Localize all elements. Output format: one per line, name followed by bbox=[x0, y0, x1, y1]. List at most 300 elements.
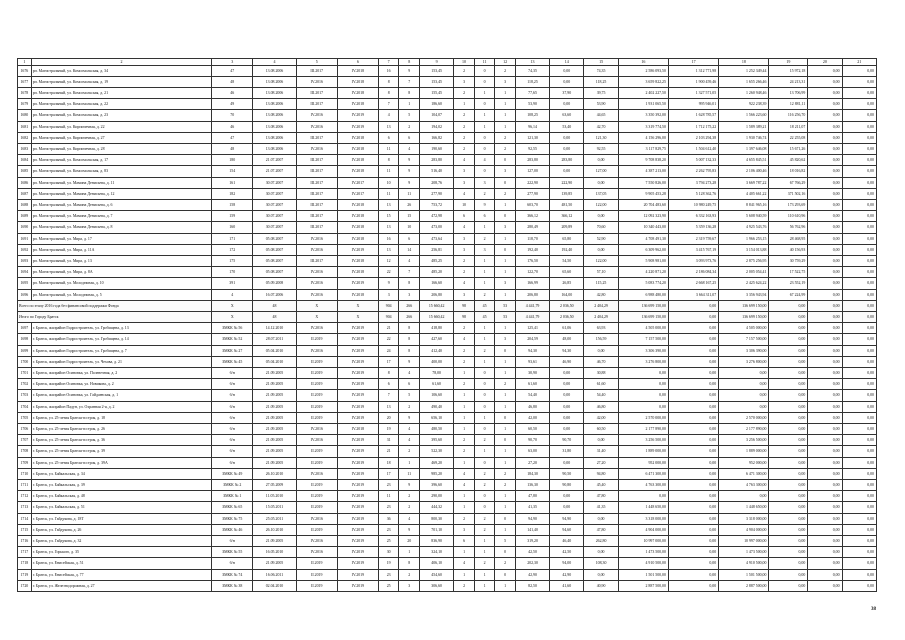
table-cell: 0,00 bbox=[842, 76, 876, 87]
table-row bbox=[18, 412, 877, 423]
table-cell: 202,30 bbox=[515, 558, 549, 569]
column-number: 21 bbox=[842, 59, 876, 66]
table-cell: 13 bbox=[378, 401, 399, 412]
table-cell: IV.2016 bbox=[296, 345, 337, 356]
table-cell: 1704 bbox=[18, 401, 32, 412]
table-cell: IV.2018 bbox=[337, 267, 378, 278]
table-cell: 2 bbox=[495, 132, 516, 143]
table-cell: IV.2019 bbox=[337, 401, 378, 412]
table-cell: 0,00 bbox=[550, 76, 584, 87]
table-cell: 46 bbox=[212, 87, 253, 98]
table-cell: 1 bbox=[495, 580, 516, 591]
table-cell: IV.2018 bbox=[337, 424, 378, 435]
table-cell: IV.2019 bbox=[337, 390, 378, 401]
table-cell: 0,00 bbox=[769, 468, 808, 479]
table-cell: 2 bbox=[399, 569, 420, 580]
table-cell: 0,00 bbox=[842, 558, 876, 569]
table-cell: 2 bbox=[454, 132, 475, 143]
table-cell: 283,80 bbox=[550, 155, 584, 166]
table-cell: III.2017 bbox=[296, 87, 337, 98]
table-row bbox=[18, 367, 877, 378]
table-cell: 121,30 bbox=[515, 132, 549, 143]
table-cell: 0,00 bbox=[550, 502, 584, 513]
table-cell: 21 bbox=[378, 323, 399, 334]
table-cell: 42,00 bbox=[515, 412, 549, 423]
address-cell: рп. Магистральный, ул. Кирпичечная, д. 22 bbox=[31, 121, 211, 132]
table-cell: 182 bbox=[212, 188, 253, 199]
table-cell: 137,05 bbox=[584, 188, 618, 199]
table-cell: 1693 bbox=[18, 255, 32, 266]
table-cell: 0,00 bbox=[769, 480, 808, 491]
table-cell: 4 925 543,76 bbox=[719, 222, 769, 233]
table-cell: 1 bbox=[454, 502, 475, 513]
table-cell: б/н bbox=[212, 424, 253, 435]
address-cell: рп. Магистральный, ул. Комсомольская, д. 23 bbox=[31, 110, 211, 121]
table-cell: 6 309 962,00 bbox=[618, 244, 668, 255]
table-cell: 1720 bbox=[18, 580, 32, 591]
table-cell: 98 bbox=[454, 311, 475, 322]
table-cell: 2 bbox=[454, 255, 475, 266]
table-cell: 9 bbox=[399, 524, 420, 535]
table-cell: 0,00 bbox=[842, 188, 876, 199]
table-cell: 1 bbox=[454, 367, 475, 378]
table-cell: 4 bbox=[454, 222, 475, 233]
table-cell: 1714 bbox=[18, 513, 32, 524]
table-cell: 41,60 bbox=[550, 580, 584, 591]
table-cell: 10 340 443,00 bbox=[618, 222, 668, 233]
table-cell: 77,65 bbox=[515, 87, 549, 98]
table-cell: 0,00 bbox=[668, 300, 718, 311]
table-cell: 0,00 bbox=[769, 491, 808, 502]
table-cell: 0,00 bbox=[842, 166, 876, 177]
table-cell: 15 671,26 bbox=[769, 143, 808, 154]
address-cell: г. Братск, жилрайон Осиновка, ул. Гайдаевская, д. 1 bbox=[31, 390, 211, 401]
table-cell: 2 bbox=[454, 65, 475, 76]
table-cell: 0,00 bbox=[842, 143, 876, 154]
table-cell: 2 bbox=[495, 480, 516, 491]
table-cell: 47 bbox=[212, 132, 253, 143]
table-cell: IV.2019 bbox=[337, 558, 378, 569]
table-cell: 0,00 bbox=[842, 300, 876, 311]
table-cell: 05.08.2007 bbox=[253, 267, 296, 278]
table-cell: 1 327 571,05 bbox=[668, 87, 718, 98]
table-row bbox=[18, 244, 877, 255]
address-cell: г. Братск, ул. 25-летия Братскгэсстроя, д. 26 bbox=[31, 424, 211, 435]
table-cell: 1 889 000,00 bbox=[618, 446, 668, 457]
table-cell: 1699 bbox=[18, 345, 32, 356]
table-cell: II.2019 bbox=[296, 558, 337, 569]
table-cell: 1 bbox=[495, 323, 516, 334]
table-cell: IV.2018 bbox=[337, 289, 378, 300]
table-cell: б/н bbox=[212, 446, 253, 457]
table-cell: 1 900 459,46 bbox=[668, 76, 718, 87]
table-cell: 0,00 bbox=[808, 278, 842, 289]
table-cell: 2 177 890,00 bbox=[618, 424, 668, 435]
table-cell: 3 154 013,88 bbox=[719, 244, 769, 255]
table-cell: 21.09.2005 bbox=[253, 401, 296, 412]
table-cell: 2 bbox=[399, 401, 420, 412]
table-cell: 54,40 bbox=[584, 390, 618, 401]
table-row bbox=[18, 121, 877, 132]
table-cell: IV.2018 bbox=[337, 76, 378, 87]
table-cell: 0,00 bbox=[808, 222, 842, 233]
table-cell: 4 156 296,00 bbox=[618, 132, 668, 143]
table-cell: 6 332 163,93 bbox=[668, 211, 718, 222]
table-cell: 4 910 500,00 bbox=[719, 558, 769, 569]
table-cell: 28.07.2011 bbox=[253, 334, 296, 345]
table-cell: 366,12 bbox=[515, 211, 549, 222]
table-cell: 6 bbox=[399, 379, 420, 390]
column-number: 15 bbox=[584, 59, 618, 66]
table-cell: IV.2019 bbox=[337, 491, 378, 502]
table-cell: 136 699 150,00 bbox=[618, 311, 668, 322]
table-cell: X bbox=[337, 300, 378, 311]
table-cell: 21.09.2005 bbox=[253, 435, 296, 446]
table-cell: 53,90 bbox=[515, 99, 549, 110]
table-cell: 31,80 bbox=[550, 446, 584, 457]
table-cell: 4 bbox=[378, 110, 399, 121]
table-cell: 2 005 054,41 bbox=[719, 267, 769, 278]
table-cell: 14 bbox=[399, 244, 420, 255]
table-cell: 46,80 bbox=[515, 401, 549, 412]
table-cell: 1690 bbox=[18, 222, 32, 233]
table-cell: 0,00 bbox=[719, 401, 769, 412]
table-cell: 13 bbox=[378, 199, 399, 210]
table-cell: 9 bbox=[399, 166, 420, 177]
table-cell: 0,00 bbox=[668, 345, 718, 356]
table-cell: 70,60 bbox=[584, 222, 618, 233]
table-cell: 0 bbox=[474, 379, 495, 390]
address-cell: г. Братск, ул. Гайдукова, д. 26 bbox=[31, 524, 211, 535]
table-cell: 0,00 bbox=[668, 412, 718, 423]
table-cell: 0 bbox=[474, 367, 495, 378]
table-cell: 1 bbox=[474, 356, 495, 367]
table-row bbox=[18, 379, 877, 390]
table-cell: 0,00 bbox=[550, 390, 584, 401]
table-cell: 0,00 bbox=[842, 132, 876, 143]
table-cell: 0,00 bbox=[808, 446, 842, 457]
table-cell: 1 bbox=[495, 199, 516, 210]
address-cell: г. Братск, ул. Железнодорожная, д. 27 bbox=[31, 580, 211, 591]
table-cell: 37,90 bbox=[550, 87, 584, 98]
table-cell: IV.2019 bbox=[337, 110, 378, 121]
table-row bbox=[18, 345, 877, 356]
table-cell: 4 bbox=[399, 255, 420, 266]
table-cell: 24 bbox=[378, 345, 399, 356]
table-cell: 2 bbox=[474, 289, 495, 300]
table-cell: 0,00 bbox=[808, 300, 842, 311]
column-number: 11 bbox=[474, 59, 495, 66]
table-cell: 18 211,07 bbox=[769, 121, 808, 132]
table-cell: 0,00 bbox=[808, 502, 842, 513]
table-cell: 47 bbox=[212, 65, 253, 76]
table-cell: III.2017 bbox=[296, 255, 337, 266]
table-cell: 3 bbox=[495, 166, 516, 177]
table-cell: 753,72 bbox=[420, 199, 454, 210]
table-cell: 0,00 bbox=[550, 367, 584, 378]
table-cell: 05.04.2010 bbox=[253, 345, 296, 356]
table-cell: 110 610,96 bbox=[769, 211, 808, 222]
table-cell: 277,90 bbox=[420, 188, 454, 199]
table-cell: 1702 bbox=[18, 379, 32, 390]
table-cell: 5 bbox=[399, 390, 420, 401]
table-cell: 0,00 bbox=[769, 424, 808, 435]
table-cell: IV.2016 bbox=[296, 468, 337, 479]
table-cell: 0 bbox=[474, 65, 495, 76]
table-cell: 4 387 213,00 bbox=[618, 166, 668, 177]
address-cell: рп. Магистральный, ул. Комсомольская, д. 83 bbox=[31, 166, 211, 177]
table-cell: 47,80 bbox=[515, 491, 549, 502]
table-cell: 0,00 bbox=[668, 323, 718, 334]
table-cell: 190,60 bbox=[420, 143, 454, 154]
table-cell: 0 bbox=[474, 401, 495, 412]
table-cell: 15 bbox=[378, 211, 399, 222]
table-cell: 3 256 500,00 bbox=[618, 435, 668, 446]
table-cell: 0,00 bbox=[668, 356, 718, 367]
table-cell: 1 712 175,22 bbox=[668, 121, 718, 132]
table-cell: 522,30 bbox=[420, 446, 454, 457]
table-cell: 19 bbox=[378, 424, 399, 435]
table-cell: 1 bbox=[495, 110, 516, 121]
table-cell: 1 bbox=[495, 457, 516, 468]
table-cell: 13.08.2006 bbox=[253, 132, 296, 143]
address-cell: рп. Магистральный, ул. Мира, д. 13 bbox=[31, 255, 211, 266]
table-cell: 122,70 bbox=[515, 267, 549, 278]
table-row bbox=[18, 87, 877, 98]
table-cell: 0,00 bbox=[719, 379, 769, 390]
table-cell: 0,00 bbox=[668, 435, 718, 446]
table-cell: 0,00 bbox=[584, 345, 618, 356]
table-cell: 1676 bbox=[18, 65, 32, 76]
table-cell: 1687 bbox=[18, 188, 32, 199]
table-cell: IV.2019 bbox=[337, 513, 378, 524]
table-cell: 0,00 bbox=[668, 580, 718, 591]
table-cell: 2 bbox=[454, 345, 475, 356]
table-cell: 63,00 bbox=[515, 446, 549, 457]
table-cell: 4 708 491,30 bbox=[618, 233, 668, 244]
table-cell: 8 bbox=[378, 76, 399, 87]
table-cell: 1 bbox=[495, 446, 516, 457]
table-cell: 0 bbox=[474, 502, 495, 513]
table-cell: 0,00 bbox=[584, 155, 618, 166]
table-cell: 2 bbox=[495, 143, 516, 154]
table-row bbox=[18, 480, 877, 491]
table-cell: 481,50 bbox=[550, 199, 584, 210]
address-cell: г. Братск, ул. Енисейская, д. 77 bbox=[31, 569, 211, 580]
table-cell: 0,00 bbox=[668, 524, 718, 535]
table-cell: 283,80 bbox=[420, 155, 454, 166]
table-cell: 0,00 bbox=[550, 65, 584, 76]
table-cell: 0,00 bbox=[842, 424, 876, 435]
table-cell: 1 bbox=[495, 390, 516, 401]
table-cell: ЗМКК № 46 bbox=[212, 524, 253, 535]
table-cell: 2 bbox=[474, 513, 495, 524]
table-cell: 1 bbox=[474, 446, 495, 457]
table-cell: 0,00 bbox=[769, 446, 808, 457]
table-cell: 396,60 bbox=[420, 480, 454, 491]
table-cell: 3 bbox=[399, 289, 420, 300]
table-cell: 0 bbox=[495, 569, 516, 580]
table-cell: 2 bbox=[454, 379, 475, 390]
table-cell: 0,00 bbox=[808, 536, 842, 547]
table-cell: II.2019 bbox=[296, 379, 337, 390]
table-cell: IV.2016 bbox=[296, 244, 337, 255]
table-cell: 1 bbox=[454, 401, 475, 412]
table-cell: 0,00 bbox=[769, 580, 808, 591]
table-cell: 0 bbox=[474, 143, 495, 154]
table-cell: 1 bbox=[495, 424, 516, 435]
table-cell: 0,00 bbox=[808, 547, 842, 558]
table-cell: 0,00 bbox=[842, 87, 876, 98]
table-cell: 0,00 bbox=[842, 367, 876, 378]
table-cell: б/н bbox=[212, 536, 253, 547]
table-cell: IV.2016 bbox=[296, 547, 337, 558]
table-cell: 4 bbox=[454, 188, 475, 199]
table-cell: 30.07.2007 bbox=[253, 211, 296, 222]
table-cell: 1 589 389,21 bbox=[719, 121, 769, 132]
table-cell: 4 bbox=[454, 334, 475, 345]
table-cell: III.2017 bbox=[296, 177, 337, 188]
table-cell: 94,30 bbox=[550, 345, 584, 356]
table-cell: 166,82 bbox=[420, 132, 454, 143]
table-cell: IV.2016 bbox=[296, 513, 337, 524]
table-cell: IV.2018 bbox=[337, 132, 378, 143]
table-cell: 3 318 000,00 bbox=[618, 513, 668, 524]
table-cell: 0,00 bbox=[668, 390, 718, 401]
table-cell: 1 889 000,00 bbox=[719, 446, 769, 457]
table-cell: 0,00 bbox=[808, 199, 842, 210]
table-cell: 20 bbox=[378, 412, 399, 423]
table-cell: III.2017 bbox=[296, 166, 337, 177]
table-cell: II.2019 bbox=[296, 356, 337, 367]
table-cell: 0,00 bbox=[668, 311, 718, 322]
table-cell: 8 bbox=[378, 87, 399, 98]
table-cell: 82,50 bbox=[515, 580, 549, 591]
table-cell: 16 bbox=[378, 65, 399, 76]
table-cell: 0,00 bbox=[769, 502, 808, 513]
table-cell: 4 bbox=[399, 367, 420, 378]
table-cell: 319,20 bbox=[515, 536, 549, 547]
table-cell: 0,00 bbox=[769, 547, 808, 558]
table-cell: 427,60 bbox=[420, 334, 454, 345]
table-cell: 106,60 bbox=[420, 390, 454, 401]
table-cell: 454,60 bbox=[420, 569, 454, 580]
table-cell: 0,00 bbox=[584, 244, 618, 255]
table-cell: 0,00 bbox=[719, 390, 769, 401]
table-cell: 11.05.2010 bbox=[253, 491, 296, 502]
table-cell: 194,02 bbox=[420, 121, 454, 132]
table-cell: 0,00 bbox=[618, 367, 668, 378]
table-row bbox=[18, 491, 877, 502]
table-cell: 0,00 bbox=[842, 65, 876, 76]
table-cell: 26 bbox=[399, 199, 420, 210]
table-cell: IV.2018 bbox=[337, 166, 378, 177]
table-cell: 1 bbox=[474, 536, 495, 547]
table-cell: 8 bbox=[399, 278, 420, 289]
table-cell: 0 bbox=[474, 457, 495, 468]
table-cell: 0,00 bbox=[584, 211, 618, 222]
table-cell: 46,80 bbox=[584, 401, 618, 412]
table-cell: 2 bbox=[495, 379, 516, 390]
table-cell: 42,90 bbox=[550, 569, 584, 580]
table-cell: 3 bbox=[495, 222, 516, 233]
column-number: 14 bbox=[550, 59, 584, 66]
table-cell: X bbox=[337, 311, 378, 322]
table-cell: 0,00 bbox=[668, 569, 718, 580]
table-cell: 21.09.2005 bbox=[253, 446, 296, 457]
table-cell: 61,60 bbox=[515, 379, 549, 390]
table-cell: 0,00 bbox=[842, 99, 876, 110]
table-cell: 30,88 bbox=[584, 367, 618, 378]
column-number: 19 bbox=[769, 59, 808, 66]
table-cell: 1 bbox=[495, 367, 516, 378]
table-cell: 0,00 bbox=[584, 569, 618, 580]
table-cell: 2 bbox=[454, 110, 475, 121]
table-cell: 3 319 774,50 bbox=[618, 121, 668, 132]
table-cell: 13.08.2006 bbox=[253, 99, 296, 110]
table-cell: 0,00 bbox=[842, 491, 876, 502]
table-cell: 42,00 bbox=[584, 412, 618, 423]
table-row bbox=[18, 536, 877, 547]
table-cell: IV.2016 bbox=[296, 424, 337, 435]
table-cell: 92,55 bbox=[515, 143, 549, 154]
table-cell: 30.07.2007 bbox=[253, 188, 296, 199]
table-row bbox=[18, 334, 877, 345]
table-cell: 391 bbox=[212, 278, 253, 289]
column-number: 2 bbox=[31, 59, 211, 66]
table-cell: 5 608 940,59 bbox=[719, 211, 769, 222]
table-cell: 184,30 bbox=[515, 468, 549, 479]
table-cell: 1 bbox=[495, 255, 516, 266]
table-cell: 0,00 bbox=[668, 468, 718, 479]
table-cell: X bbox=[296, 300, 337, 311]
table-cell: 8 bbox=[399, 345, 420, 356]
table-cell: 4 505 000,00 bbox=[618, 323, 668, 334]
address-cell: г. Братск, жилрайон Падун, ул. Охранная 2-я, д. 2 bbox=[31, 401, 211, 412]
table-cell: 1 bbox=[474, 121, 495, 132]
table-cell: 45 bbox=[474, 311, 495, 322]
table-cell: 3 bbox=[454, 289, 475, 300]
table-cell: 4 bbox=[454, 480, 475, 491]
table-cell: 266 bbox=[399, 300, 420, 311]
table-cell: 0,00 bbox=[842, 468, 876, 479]
table-cell: 1697 bbox=[18, 323, 32, 334]
table-cell: 800,30 bbox=[420, 513, 454, 524]
table-cell: 1 473 500,00 bbox=[618, 547, 668, 558]
table-cell: 0,00 bbox=[842, 502, 876, 513]
table-row bbox=[18, 65, 877, 76]
table-cell: 0,00 bbox=[668, 558, 718, 569]
table-cell: ЗМКК № 45 bbox=[212, 356, 253, 367]
table-cell: 490,40 bbox=[420, 401, 454, 412]
table-cell: 0,00 bbox=[842, 233, 876, 244]
table-cell: 3 306 390,00 bbox=[618, 345, 668, 356]
address-cell: г. Братск, ул. Байкальская, д. 48 bbox=[31, 491, 211, 502]
table-cell: 42,70 bbox=[584, 121, 618, 132]
table-cell: 170 bbox=[212, 267, 253, 278]
table-cell: 0,00 bbox=[769, 323, 808, 334]
table-cell: 3 256 500,00 bbox=[719, 435, 769, 446]
table-row bbox=[18, 558, 877, 569]
table-cell: 0,00 bbox=[842, 401, 876, 412]
table-cell: 40,90 bbox=[584, 580, 618, 591]
table-cell: 21.09.2005 bbox=[253, 412, 296, 423]
table-cell: 154 bbox=[212, 166, 253, 177]
table-cell: 1 bbox=[495, 524, 516, 535]
table-cell: 39,75 bbox=[584, 87, 618, 98]
table-cell: 0,00 bbox=[842, 524, 876, 535]
table-cell: 45 bbox=[474, 300, 495, 311]
